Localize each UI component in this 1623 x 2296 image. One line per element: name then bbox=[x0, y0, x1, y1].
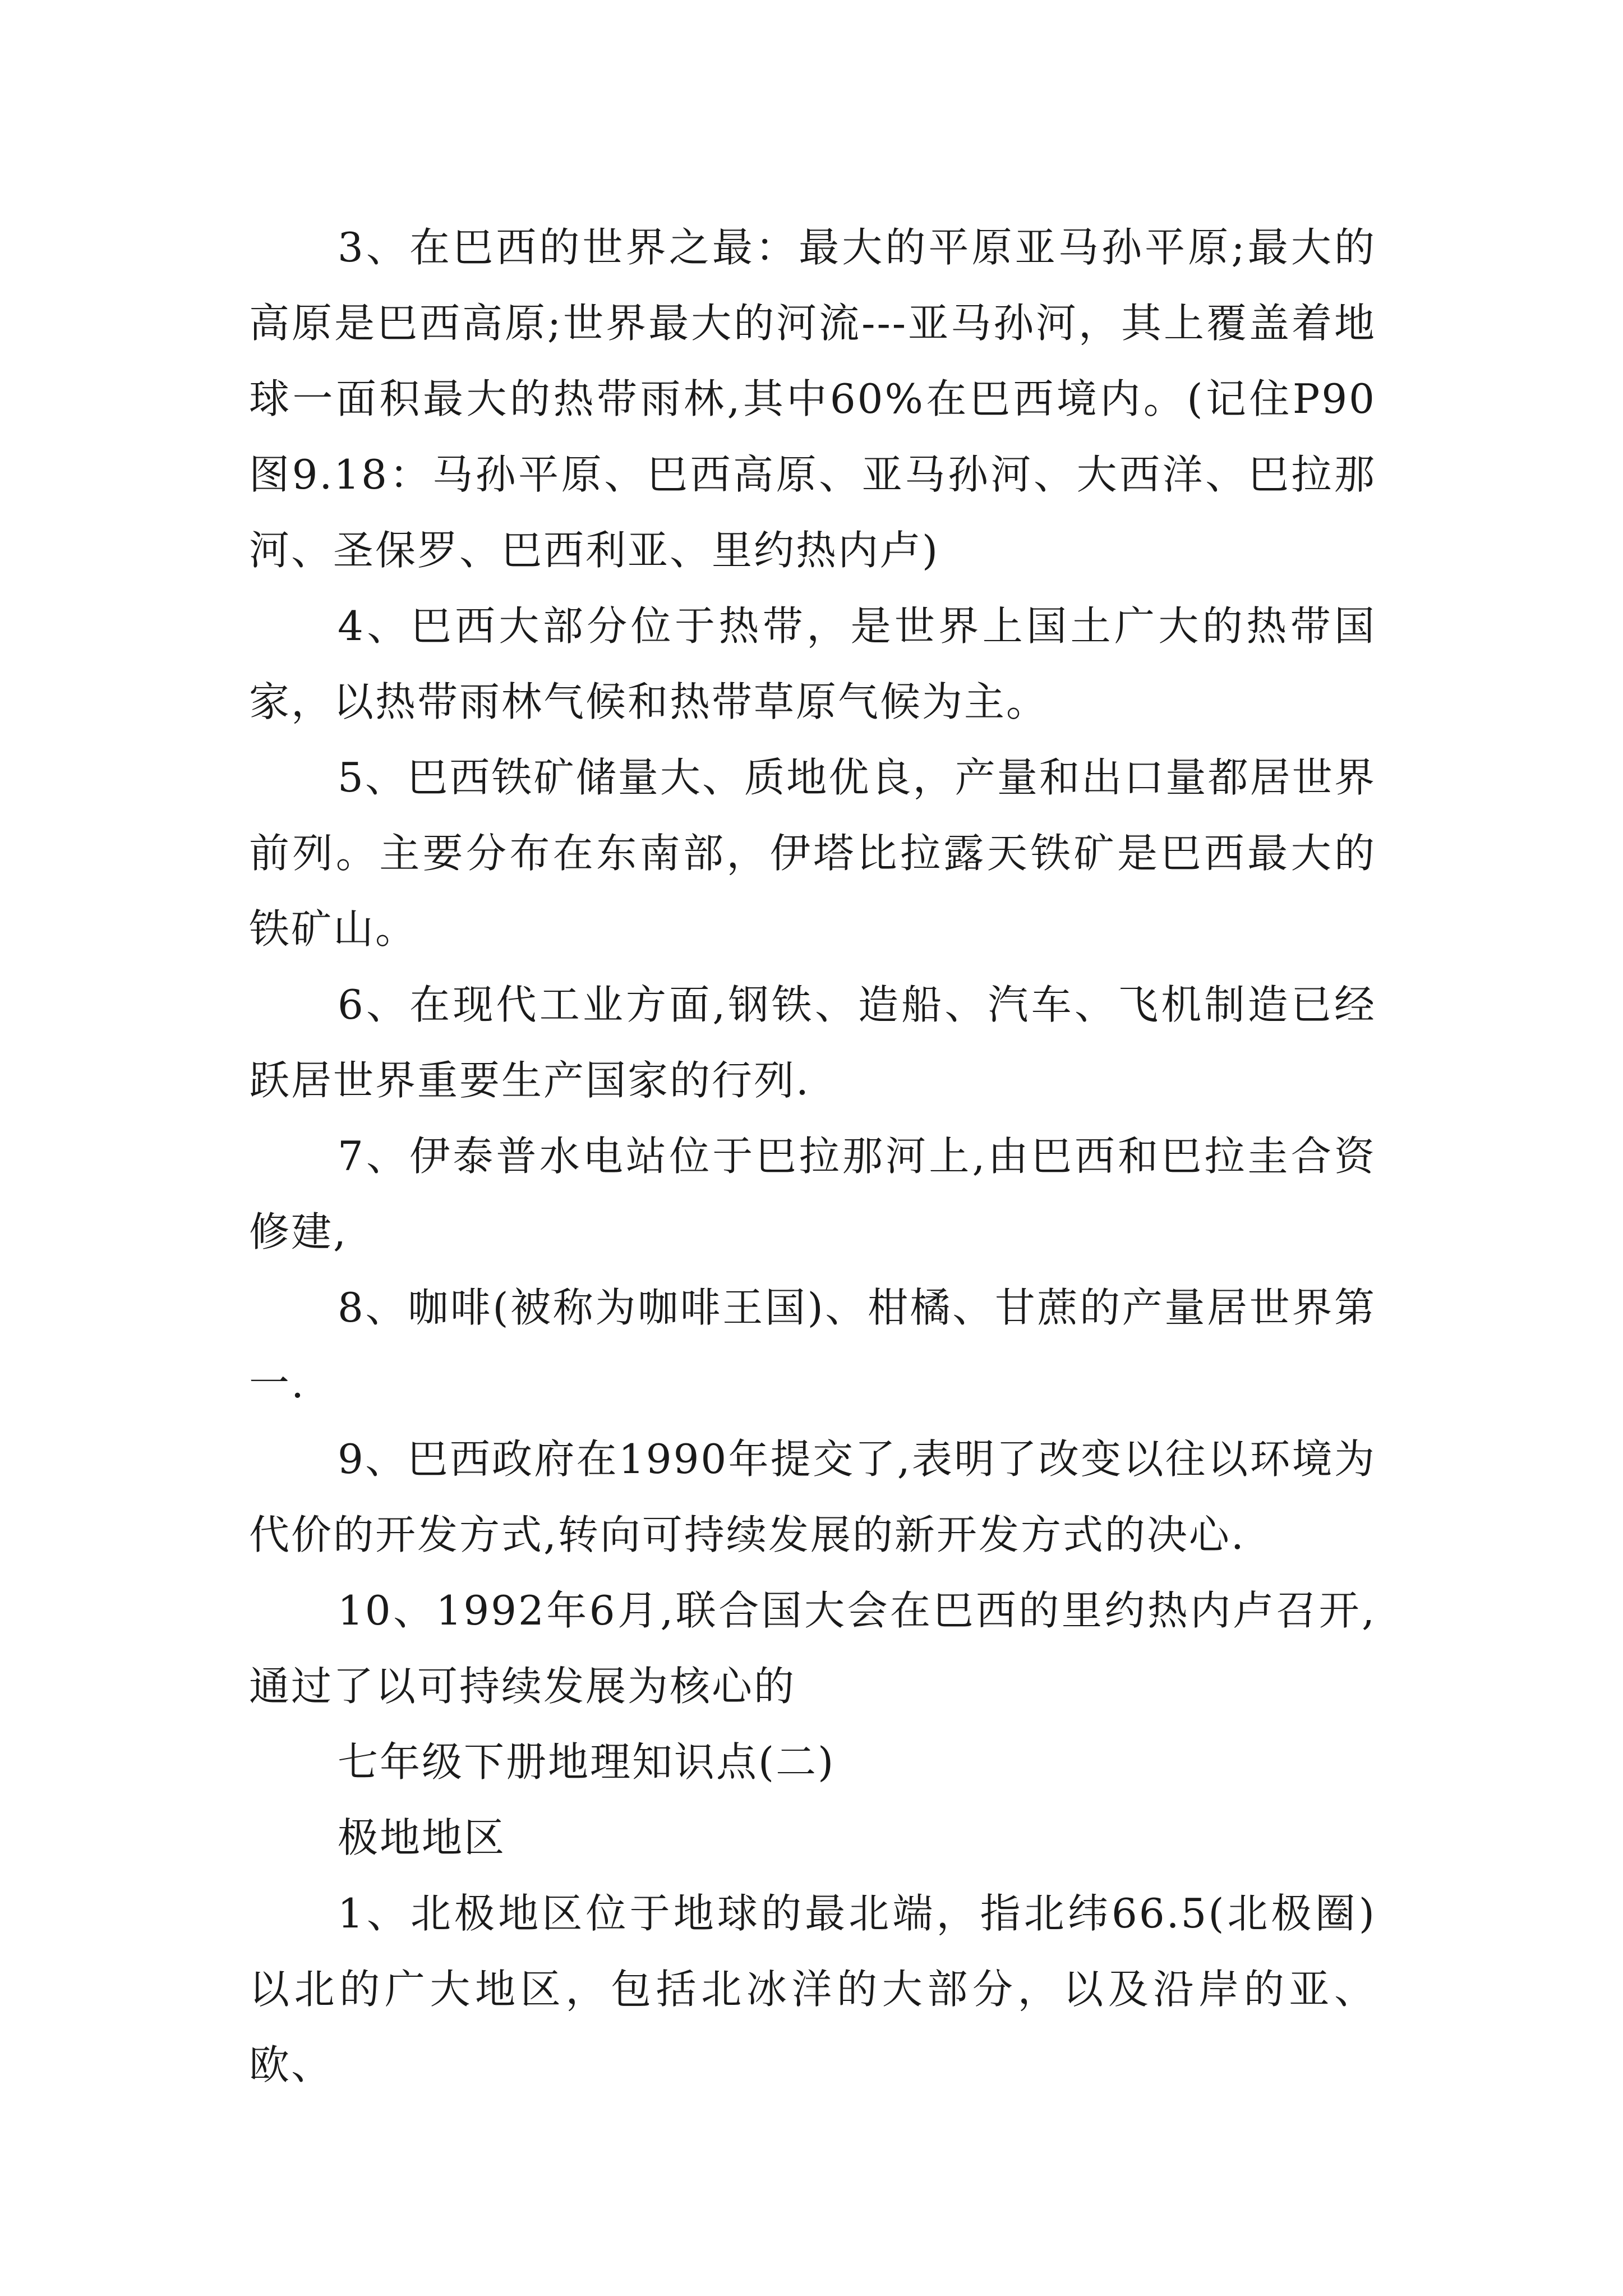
subsection-title: 极地地区 bbox=[338, 1814, 506, 1861]
paragraph-7: 7、伊泰普水电站位于巴拉那河上,由巴西和巴拉圭合资修建, bbox=[249, 1133, 1376, 1255]
paragraph-8: 8、咖啡(被称为咖啡王国)、柑橘、甘蔗的产量居世界第一. bbox=[249, 1284, 1376, 1407]
paragraph-3: 3、在巴西的世界之最：最大的平原亚马孙平原;最大的高原是巴西高原;世界最大的河流---亚马孙河，其上覆盖着地球一面积最大的热带雨林,其中60%在巴西境内。(记住P90图9.18：马孙平原、巴西高原、亚马孙河、大西洋、巴拉那河、圣保罗、巴西利亚、里约热内卢) bbox=[249, 224, 1376, 574]
section-title: 七年级下册地理知识点(二) bbox=[338, 1738, 836, 1786]
paragraph-9: 9、巴西政府在1990年提交了,表明了改变以往以环境为代价的开发方式,转向可持续发展的新开发方式的决心. bbox=[249, 1435, 1376, 1558]
paragraph-5: 5、巴西铁矿储量大、质地优良，产量和出口量都居世界前列。主要分布在东南部，伊塔比拉露天铁矿是巴西最大的铁矿山。 bbox=[249, 754, 1376, 953]
paragraph-6: 6、在现代工业方面,钢铁、造船、汽车、飞机制造已经跃居世界重要生产国家的行列. bbox=[249, 981, 1376, 1104]
paragraph-4: 4、巴西大部分位于热带，是世界上国土广大的热带国家，以热带雨林气候和热带草原气候为主。 bbox=[249, 602, 1376, 725]
paragraph-10: 10、1992年6月,联合国大会在巴西的里约热内卢召开,通过了以可持续发展为核心的 bbox=[249, 1587, 1376, 1710]
document-body bbox=[249, 210, 1376, 2103]
paragraph-polar-1: 1、北极地区位于地球的最北端，指北纬66.5(北极圈)以北的广大地区，包括北冰洋的大部分，以及沿岸的亚、欧、 bbox=[249, 1890, 1376, 2088]
